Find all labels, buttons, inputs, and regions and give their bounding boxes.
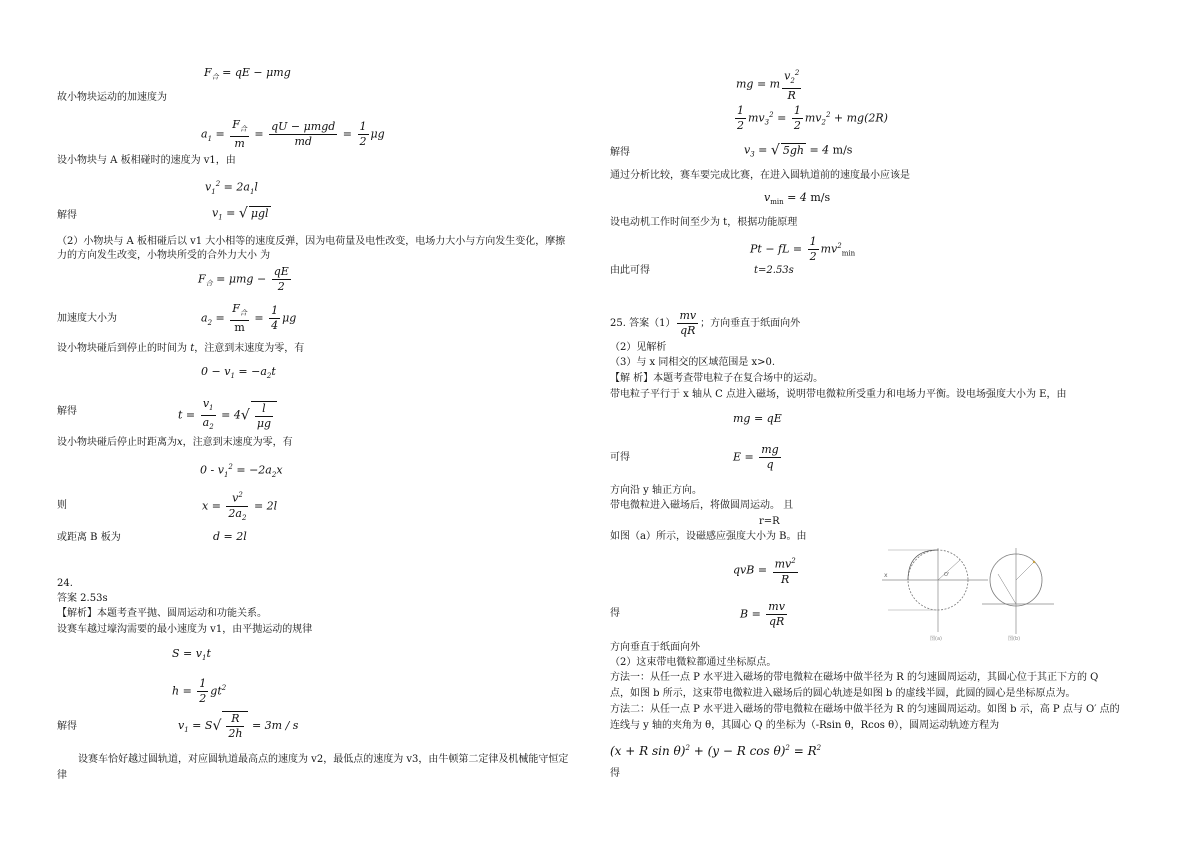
fig-b-caption: 图(b) xyxy=(1008,636,1021,642)
fig-b-chord xyxy=(998,574,1016,604)
label-jiede: 解得 xyxy=(57,210,77,221)
eq-f-he: $F_合$ = qE − μmg xyxy=(204,66,291,82)
eq-energy: $\frac{1}{2}$ $mv_3^2$ = $\frac{1}{2}$ $mv_2^2 + mg(2R)$ xyxy=(737,104,888,132)
text-fig-a: 如图（a）所示，设磁感应强度大小为 B。由 xyxy=(610,531,807,542)
figure-b xyxy=(980,544,1056,644)
fig-a-caption: 图(a) xyxy=(930,636,942,642)
text-method2-l2: 连线与 y 轴的夹角为 θ，其圆心 Q 的坐标为（-Rsin θ，Rcos θ），圆周运动轨迹方程为 xyxy=(610,720,1000,731)
analysis-24: 【解析】本题考查平抛、圆周运动和功能关系。 xyxy=(57,608,267,619)
fig-b-radius xyxy=(1016,562,1034,580)
text-circ-motion: 带电微粒进入磁场后，将做圆周运动。 且 xyxy=(610,500,794,511)
eq-a1: $a_1$ = $F_合$ m = qU − μmgd md = $\frac{1}{2}$ μg xyxy=(201,118,385,151)
text-method1-l1: 方法一：从任一点 P 水平进入磁场的带电微粒在磁场中做半径为 R 的匀速圆周运动，其圆心位于其正下方的 Q xyxy=(610,672,1099,683)
v3-unit: m/s xyxy=(832,143,853,157)
text-circle-p1: 设赛车恰好越过圆轨道，对应圆轨道最高点的速度为 v2，最低点的速度为 v3，由牛顿第二定律及机械能守恒定 xyxy=(78,754,569,765)
label-ze: 则 xyxy=(57,500,67,511)
text-dir-y: 方向沿 y 轴正方向。 xyxy=(610,485,703,496)
answer-25-3: （3）与 x 同相交的区域范围是 x>0. xyxy=(610,357,776,368)
eq-b: B = $\frac{mv}{qR}$ xyxy=(740,600,785,628)
fig-b-point-p xyxy=(1033,561,1035,563)
question-24: 24. xyxy=(57,578,73,589)
text-t-intro: 设小物块碰后到停止的时间为 t，注意到末速度为零，有 xyxy=(57,343,305,354)
label-jiede-t: 解得 xyxy=(57,406,77,417)
eq-e: E = $\frac{mg}{q}$ xyxy=(733,443,779,471)
text-p2-25: （2）这束带电微粒都通过坐标原点。 xyxy=(610,657,777,668)
eq-qvb: qvB = $\frac{mv^2}{R}$ xyxy=(733,554,800,587)
eq-d: d = 2l xyxy=(213,530,247,543)
text-method1-l2: 点，如图 b 所示，这束带电微粒进入磁场后的圆心轨迹是如图 b 的虚线半圆，此圆的圆心是坐标原点为。 xyxy=(610,688,1076,699)
text-work-intro: 设电动机工作时间至少为 t，根据功能原理 xyxy=(610,217,798,228)
label-kede: 可得 xyxy=(610,452,630,463)
text-v1-min: 设赛车越过壕沟需要的最小速度为 v1，由平抛运动的规律 xyxy=(57,624,313,635)
eq-zero-v1: $0 - v_1 = -a_2t$ xyxy=(201,365,276,381)
figure-a xyxy=(882,544,990,644)
answer-25: 25. 答案（1） $\frac{mv}{qR}$ ；方向垂直于纸面向外 xyxy=(610,309,801,337)
eq-v1-speed: $v_1 = S√$ $\frac{R}{2h}$ = 3m / s xyxy=(178,712,299,740)
eq-h: h = $\frac{1}{2}$ $gt^2$ xyxy=(172,677,227,705)
eq-a2: $a_2$ = $F_合$ m = $\frac{1}{4}$ μg xyxy=(201,302,297,335)
text-circle-p2: 律 xyxy=(57,770,67,781)
eq-mg-circular: mg = m $\frac{v_2^2}{R}$ xyxy=(736,66,803,103)
fig-a-label-o: O' xyxy=(944,572,950,578)
text-t-result: t=2.53s xyxy=(754,265,794,276)
eq-v1: $v_1$ = √ μgl xyxy=(212,205,269,222)
vmin-unit: m/s xyxy=(810,191,831,204)
text-v1-intro: 设小物块与 A 板相碰时的速度为 v1，由 xyxy=(57,155,236,166)
eq-x: x = $\frac{v^2}{2a_2}$ = 2l xyxy=(202,488,277,525)
text-compare: 通过分析比较，赛车要完成比赛，在进入圆轨道前的速度最小应该是 xyxy=(610,170,910,181)
label-dist-b: 或距离 B 板为 xyxy=(57,532,121,543)
fig-a-label-x: x xyxy=(884,572,888,579)
text-conclude: 由此可得 xyxy=(610,265,650,276)
eq-f-he-2: $F_合 = \mu mg$ − $\frac{qE}{2}$ xyxy=(198,265,289,293)
text-dir-out: 方向垂直于纸面向外 xyxy=(610,642,700,653)
text-method2-l1: 方法二：从任一点 P 水平进入磁场的带电微粒在磁场中做半径为 R 的匀速圆周运动。如图 b 示，高 P 点与 O′ 点的 xyxy=(610,704,1120,715)
eq-vmin: $v_{min} = 4$ m/s xyxy=(764,191,831,207)
text-p2-line1: （2）小物块与 A 板相碰后以 v1 大小相等的速度反弹，因为电荷量及电性改变，电场力大小与方向发生变化，摩擦 xyxy=(57,236,566,247)
text-x-intro: 设小物块碰后停止时距离为x，注意到末速度为零，有 xyxy=(57,437,293,448)
fig-a-trajectory xyxy=(908,550,938,580)
label-de: 得 xyxy=(610,608,620,619)
eq-v3: $v_3$ = √ 5gh = 4 m/s xyxy=(744,142,853,159)
eq-mg-qe: mg = qE xyxy=(733,412,782,425)
analysis-25: 【解 析】本题考查带电粒子在复合场中的运动。 xyxy=(610,373,824,384)
eq-circle: (x + R sin θ)$^2$ + (y − R $\cos \theta)^2 = R^2$ xyxy=(610,744,822,758)
eq-t: t = $\frac{v_1}{a_2}$ = 4√ $\frac{l}{\mu g}$ xyxy=(178,397,277,434)
text-p2-line2: 力的方向发生改变，小物块所受的合外力大小 为 xyxy=(57,250,271,261)
label-jiede-3: 解得 xyxy=(610,147,630,158)
eq-work: Pt − fL = $\frac{1}{2}$ $mv^2_{min}$ xyxy=(750,235,856,263)
text-accel-intro: 故小物块运动的加速度为 xyxy=(57,92,167,103)
text-r-eq: r=R xyxy=(759,516,780,527)
label-jiede-2: 解得 xyxy=(57,721,77,732)
label-de-2: 得 xyxy=(610,768,620,779)
eq-v1-squared: $v_1^2 = 2a_1l$ xyxy=(205,180,258,196)
right-column xyxy=(600,0,1200,849)
answer-24: 答案 2.53s xyxy=(57,593,108,604)
eq-s: $S = v_1t$ xyxy=(172,647,211,663)
text-intro-25: 带电粒子平行于 x 轴从 C 点进入磁场，说明带电微粒所受重力和电场力平衡。设电场强度大小为 E，由 xyxy=(610,389,1067,400)
eq-zero-v1-sq: $0 - v_1^2 = -2a_2x$ xyxy=(200,463,283,479)
label-a2: 加速度大小为 xyxy=(57,313,117,324)
answer-25-2: （2）见解析 xyxy=(610,342,667,353)
